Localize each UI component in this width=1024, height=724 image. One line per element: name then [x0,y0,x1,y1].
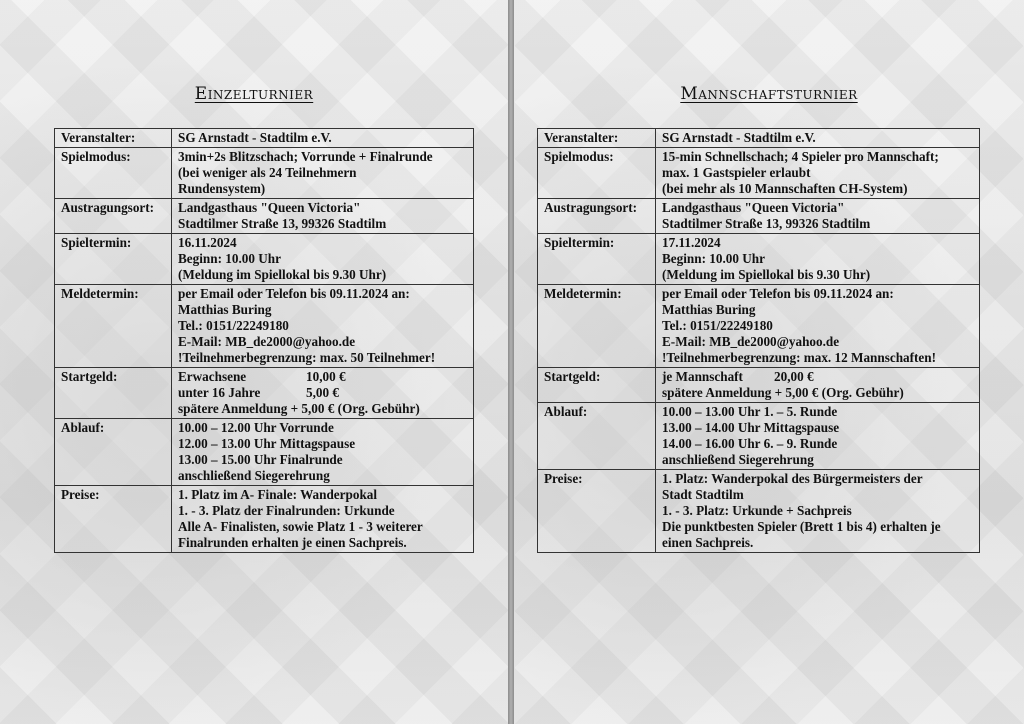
value-line: Finalrunden erhalten je einen Sachpreis. [178,535,407,550]
row-value [656,285,980,368]
value-line: (bei weniger als 24 Teilnehmern [178,165,357,180]
left-info-table [54,128,474,553]
row-label: Spieltermin: [538,234,656,285]
value-line: max. 1 Gastspieler erlaubt [662,165,811,180]
row-value [656,148,980,199]
value-line: per Email oder Telefon bis 09.11.2024 an: [178,286,410,301]
row-label: Spielmodus: [55,148,172,199]
value-line: Landgasthaus "Queen Victoria" [662,200,845,215]
value-line: Beginn: 10.00 Uhr [662,251,765,266]
value-line: Rundensystem) [178,181,266,196]
table-row [538,368,980,403]
fee-amount: 5,00 € [306,385,339,400]
row-label: Ablauf: [538,403,656,470]
row-label: Preise: [538,470,656,553]
row-value [656,368,980,403]
value-line: Stadtilmer Straße 13, 99326 Stadtilm [178,216,387,231]
fee-line [178,369,467,385]
table-row [55,486,474,553]
value-line: 1. Platz im A- Finale: Wanderpokal [178,487,378,502]
row-label: Startgeld: [55,368,172,419]
table-row [55,129,474,148]
row-label: Preise: [55,486,172,553]
row-label: Startgeld: [538,368,656,403]
value-line: !Teilnehmerbegrenzung: max. 12 Mannschaften! [662,350,936,365]
value-line: 13.00 – 14.00 Uhr Mittagspause [662,420,840,435]
value-line: Stadtilmer Straße 13, 99326 Stadtilm [662,216,871,231]
row-value [172,285,474,368]
row-value [656,470,980,553]
table-row [55,234,474,285]
table-row [538,285,980,368]
table-row [538,148,980,199]
value-line: 10.00 – 13.00 Uhr 1. – 5. Runde [662,404,838,419]
right-page-title: Mannschaftsturnier [680,84,858,104]
value-line: Beginn: 10.00 Uhr [178,251,281,266]
row-label: Spielmodus: [538,148,656,199]
value-line: anschließend Siegerehrung [178,468,330,483]
table-row [55,419,474,486]
fee-name: Erwachsene [178,369,247,384]
value-line: 15-min Schnellschach; 4 Spieler pro Mannschaft; [662,149,939,164]
row-label: Ablauf: [55,419,172,486]
value-line: spätere Anmeldung + 5,00 € (Org. Gebühr) [662,385,904,400]
value-line: (Meldung im Spiellokal bis 9.30 Uhr) [178,267,387,282]
row-value [172,419,474,486]
row-value [172,368,474,419]
value-line: Matthias Buring [178,302,272,317]
row-value [172,486,474,553]
table-row [538,234,980,285]
table-row [538,403,980,470]
row-value [656,234,980,285]
value-line: per Email oder Telefon bis 09.11.2024 an: [662,286,894,301]
value-line: Stadt Stadtilm [662,487,744,502]
value-line: E-Mail: MB_de2000@yahoo.de [178,334,356,349]
value-line: 3min+2s Blitzschach; Vorrunde + Finalrunde [178,149,433,164]
value-line: (Meldung im Spiellokal bis 9.30 Uhr) [662,267,871,282]
row-label: Veranstalter: [55,129,172,148]
fee-name: je Mannschaft [662,369,743,384]
value-line: Landgasthaus "Queen Victoria" [178,200,361,215]
table-row [538,470,980,553]
row-value [172,234,474,285]
row-value [172,129,474,148]
right-page [514,0,1024,724]
value-line: !Teilnehmerbegrenzung: max. 50 Teilnehmer! [178,350,436,365]
value-line: Die punktbesten Spieler (Brett 1 bis 4) erhalten je [662,519,941,534]
value-line: 12.00 – 13.00 Uhr Mittagspause [178,436,356,451]
row-label: Austragungsort: [538,199,656,234]
value-line: 1. Platz: Wanderpokal des Bürgermeisters der [662,471,923,486]
row-label: Austragungsort: [55,199,172,234]
value-line: einen Sachpreis. [662,535,754,550]
value-line: Tel.: 0151/22249180 [178,318,289,333]
value-line: E-Mail: MB_de2000@yahoo.de [662,334,840,349]
value-line: anschließend Siegerehrung [662,452,814,467]
fee-amount: 20,00 € [774,369,814,384]
value-line: 1. - 3. Platz: Urkunde + Sachpreis [662,503,852,518]
value-line: SG Arnstadt - Stadtilm e.V. [178,130,332,145]
table-row [55,368,474,419]
value-line: 14.00 – 16.00 Uhr 6. – 9. Runde [662,436,838,451]
table-row [55,285,474,368]
table-row [55,199,474,234]
left-page-title: Einzelturnier [194,84,314,104]
row-value [656,403,980,470]
fee-amount: 10,00 € [306,369,346,384]
row-label: Meldetermin: [55,285,172,368]
row-label: Meldetermin: [538,285,656,368]
right-info-table [537,128,980,553]
value-line: 13.00 – 15.00 Uhr Finalrunde [178,452,343,467]
table-row [55,148,474,199]
value-line: spätere Anmeldung + 5,00 € (Org. Gebühr) [178,401,420,416]
row-label: Spieltermin: [55,234,172,285]
value-line: Tel.: 0151/22249180 [662,318,773,333]
table-row [538,129,980,148]
value-line: Matthias Buring [662,302,756,317]
value-line: 1. - 3. Platz der Finalrunden: Urkunde [178,503,395,518]
row-value [656,199,980,234]
value-line: (bei mehr als 10 Mannschaften CH-System) [662,181,908,196]
table-row [538,199,980,234]
row-value [172,148,474,199]
value-line: Alle A- Finalisten, sowie Platz 1 - 3 weiterer [178,519,423,534]
row-label: Veranstalter: [538,129,656,148]
left-page [0,0,508,724]
value-line: 16.11.2024 [178,235,237,250]
row-value [656,129,980,148]
fee-line [178,385,467,401]
value-line: 10.00 – 12.00 Uhr Vorrunde [178,420,334,435]
fee-line [662,369,973,385]
value-line: SG Arnstadt - Stadtilm e.V. [662,130,816,145]
row-value [172,199,474,234]
value-line: 17.11.2024 [662,235,721,250]
fee-name: unter 16 Jahre [178,385,261,400]
